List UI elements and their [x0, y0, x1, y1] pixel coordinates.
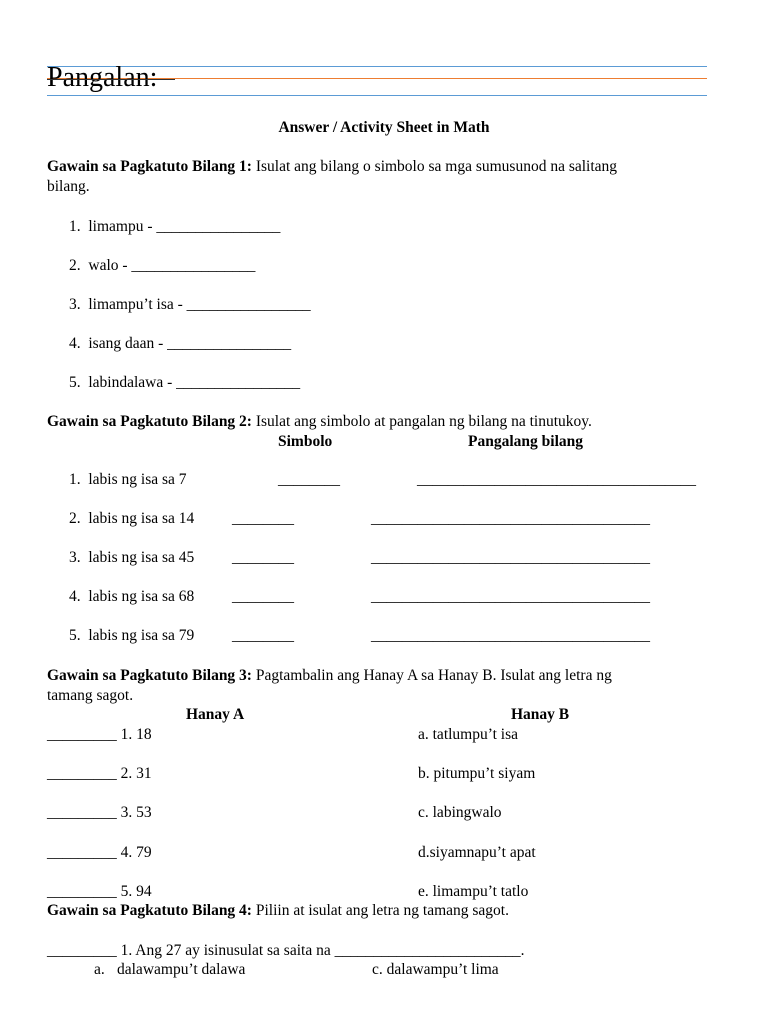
activity2-heading	[47, 414, 592, 430]
page-title: Answer / Activity Sheet in Math	[278, 119, 490, 136]
activity2-item-label: 1. labis ng isa sa 7	[69, 471, 187, 488]
name-label-strike	[47, 79, 175, 80]
simbolo-blank: ________	[232, 510, 294, 527]
hanay-a-item: _________ 1. 18	[47, 726, 152, 743]
activity1-heading-bold: Gawain sa Pagkatuto Bilang 1:	[47, 158, 252, 175]
choice-c: c. dalawampu’t lima	[372, 961, 499, 978]
activity1-heading-line2: bilang.	[47, 178, 90, 195]
activity4-heading	[47, 903, 509, 919]
activity1-heading	[47, 159, 617, 175]
activity2-item-label: 5. labis ng isa sa 79	[69, 627, 195, 644]
pangalan-blank: ____________________________________	[371, 510, 650, 527]
activity2-item-label: 3. labis ng isa sa 45	[69, 549, 195, 566]
activity1-item-text: limampu’t isa - ________________	[88, 296, 311, 313]
activity1-item	[69, 375, 300, 391]
activity1-item	[69, 258, 255, 274]
simbolo-blank: ________	[278, 471, 340, 488]
hanay-b-item: d.siyamnapu’t apat	[418, 844, 536, 861]
hanay-b-item: b. pitumpu’t siyam	[418, 765, 536, 782]
choice-a-letter: a.	[94, 961, 105, 978]
pangalan-blank: ____________________________________	[371, 588, 650, 605]
pangalan-blank: ____________________________________	[371, 627, 650, 644]
hanay-b-item: c. labingwalo	[418, 804, 502, 821]
hanay-a-item: _________ 5. 94	[47, 883, 152, 900]
activity1-item	[69, 219, 280, 235]
activity4-heading-bold: Gawain sa Pagkatuto Bilang 4:	[47, 902, 252, 919]
activity1-heading-text: Isulat ang bilang o simbolo sa mga sumusunod na salitang	[251, 158, 618, 175]
hanay-a-item: _________ 4. 79	[47, 844, 152, 861]
pangalan-blank: ____________________________________	[371, 549, 650, 566]
name-label: Pangalan:	[47, 62, 158, 93]
header-line-bottom	[47, 95, 707, 96]
activity1-item-text: walo - ________________	[88, 257, 256, 274]
activity3-heading-text: Pagtambalin ang Hanay A sa Hanay B. Isulat ang letra ng	[251, 667, 612, 684]
activity3-heading-bold: Gawain sa Pagkatuto Bilang 3:	[47, 667, 252, 684]
activity4-heading-text: Piliin at isulat ang letra ng tamang sagot.	[251, 902, 509, 919]
activity2-heading-bold: Gawain sa Pagkatuto Bilang 2:	[47, 413, 252, 430]
activity2-item-label: 4. labis ng isa sa 68	[69, 588, 195, 605]
hanay-b-item: a. tatlumpu’t isa	[418, 726, 519, 743]
column-header-simbolo: Simbolo	[278, 433, 333, 450]
pangalan-blank: ____________________________________	[417, 471, 696, 488]
activity1-item-text: labindalawa - ________________	[88, 374, 301, 391]
activity1-item-num: 1.	[69, 218, 81, 235]
hanay-a-item: _________ 2. 31	[47, 765, 152, 782]
activity3-heading	[47, 668, 612, 684]
simbolo-blank: ________	[232, 549, 294, 566]
simbolo-blank: ________	[232, 588, 294, 605]
activity2-item-label: 2. labis ng isa sa 14	[69, 510, 195, 527]
activity1-item	[69, 336, 291, 352]
column-header-hanay-b: Hanay B	[511, 706, 570, 723]
activity1-item	[69, 297, 311, 313]
hanay-a-item: _________ 3. 53	[47, 804, 152, 821]
activity1-item-text: limampu - ________________	[88, 218, 281, 235]
activity1-item-num: 3.	[69, 296, 81, 313]
choice-a: dalawampu’t dalawa	[117, 961, 246, 978]
column-header-pangalang-bilang: Pangalang bilang	[468, 433, 583, 450]
activity1-item-num: 4.	[69, 335, 81, 352]
simbolo-blank: ________	[232, 627, 294, 644]
activity4-question: _________ 1. Ang 27 ay isinusulat sa saita na ________________________.	[47, 942, 525, 959]
activity1-item-text: isang daan - ________________	[88, 335, 292, 352]
activity1-item-num: 2.	[69, 257, 81, 274]
hanay-b-item: e. limampu’t tatlo	[418, 883, 529, 900]
column-header-hanay-a: Hanay A	[186, 706, 245, 723]
activity3-heading-line2: tamang sagot.	[47, 687, 134, 704]
activity1-item-num: 5.	[69, 374, 81, 391]
activity2-heading-text: Isulat ang simbolo at pangalan ng bilang na tinutukoy.	[251, 413, 592, 430]
